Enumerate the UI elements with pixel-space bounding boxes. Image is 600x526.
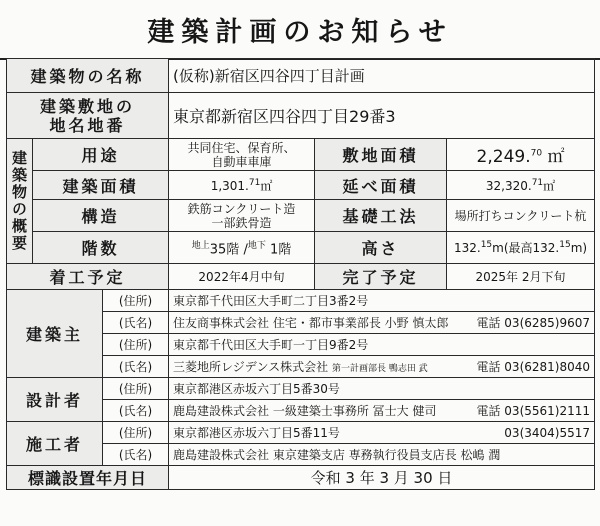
row-site-address bbox=[7, 93, 595, 139]
structure-value bbox=[169, 200, 315, 232]
start-value: 2022年4月中旬 bbox=[169, 264, 315, 290]
posted-value: 令和 3 年 3 月 30 日 bbox=[169, 466, 595, 490]
end-value: 2025年 2月下旬 bbox=[447, 264, 595, 290]
floors-value: $^{地上}$35階 /$^{地下}$ 1階 bbox=[169, 232, 315, 264]
floor-area-number: 32,320. bbox=[485, 178, 532, 193]
site-address-label bbox=[7, 93, 169, 139]
owner-tag-3: (住所) bbox=[103, 334, 169, 356]
site-area-label: 敷地面積 bbox=[315, 139, 447, 171]
owner-label: 建築主 bbox=[7, 290, 103, 378]
row-use bbox=[7, 139, 595, 171]
owner-phone-label-2: 電話 bbox=[476, 316, 501, 330]
designer-text-2 bbox=[169, 400, 595, 422]
use-value bbox=[169, 139, 315, 171]
owner-company-4: 三菱地所レジデンス株式会社 bbox=[173, 360, 329, 374]
row-floors bbox=[7, 232, 595, 264]
owner-phone-4: 03(6281)8040 bbox=[504, 360, 591, 374]
structure-value-line2: 一部鉄骨造 bbox=[211, 215, 272, 230]
floors-below: 1階 bbox=[269, 242, 292, 258]
designer-company-2: 鹿島建設株式会社 一級建築士事務所 冨士大 健司 bbox=[173, 404, 437, 418]
building-name-value: (仮称)新宿区四谷四丁目計画 bbox=[169, 59, 595, 93]
notice-table bbox=[6, 58, 595, 490]
site-area-unit: ㎡ bbox=[547, 147, 565, 167]
building-area-label: 建築面積 bbox=[33, 171, 169, 200]
row-building-name bbox=[7, 59, 595, 93]
owner-phone-2: 03(6285)9607 bbox=[504, 316, 591, 330]
use-label: 用途 bbox=[33, 139, 169, 171]
foundation-label: 基礎工法 bbox=[315, 200, 447, 232]
end-label: 完了予定 bbox=[315, 264, 447, 290]
building-area-number: 1,301. bbox=[210, 178, 249, 193]
owner-text-4 bbox=[169, 356, 595, 378]
height-value bbox=[447, 232, 595, 264]
height-unit: m(最高132. bbox=[492, 241, 560, 255]
height-unit2: m) bbox=[570, 241, 588, 255]
height-label: 高さ bbox=[315, 232, 447, 264]
floor-area-label: 延べ面積 bbox=[315, 171, 447, 200]
owner-person-4: 第一計画部長 鴨志田 武 bbox=[331, 364, 428, 374]
floors-above: 35階 bbox=[209, 242, 240, 258]
designer-text-1: 東京都港区赤坂六丁目5番30号 bbox=[169, 378, 595, 400]
site-area-value bbox=[447, 139, 595, 171]
overview-label: 建築物の概要 bbox=[7, 139, 33, 264]
height-decimal2: 15 bbox=[559, 240, 571, 250]
builder-address-1: 東京都港区赤坂六丁目5番11号 bbox=[173, 426, 340, 440]
designer-tag-2: (氏名) bbox=[103, 400, 169, 422]
owner-text-2 bbox=[169, 312, 595, 334]
building-area-unit: ㎡ bbox=[260, 178, 273, 193]
building-area-value bbox=[169, 171, 315, 200]
builder-text-2: 鹿島建設株式会社 東京建築支店 専務執行役員支店長 松嶋 潤 bbox=[169, 444, 595, 466]
start-label: 着工予定 bbox=[7, 264, 169, 290]
owner-text-1: 東京都千代田区大手町二丁目3番2号 bbox=[169, 290, 595, 312]
owner-phone-label-4: 電話 bbox=[476, 360, 501, 374]
builder-label: 施工者 bbox=[7, 422, 103, 466]
designer-phone-label-2: 電話 bbox=[476, 404, 501, 418]
floor-area-value bbox=[447, 171, 595, 200]
owner-tag-1: (住所) bbox=[103, 290, 169, 312]
designer-tag-1: (住所) bbox=[103, 378, 169, 400]
site-area-decimal: 70 bbox=[530, 148, 543, 159]
owner-row-1 bbox=[7, 290, 595, 312]
designer-phone-2: 03(5561)2111 bbox=[504, 404, 591, 418]
row-schedule bbox=[7, 264, 595, 290]
row-structure bbox=[7, 200, 595, 232]
foundation-value: 場所打ちコンクリート杭 bbox=[447, 200, 595, 232]
owner-tag-2: (氏名) bbox=[103, 312, 169, 334]
use-value-line2: 自動車車庫 bbox=[211, 154, 272, 169]
structure-value-line1: 鉄筋コンクリート造 bbox=[187, 201, 296, 216]
owner-tag-4: (氏名) bbox=[103, 356, 169, 378]
height-number: 132. bbox=[453, 241, 481, 255]
building-name-label: 建築物の名称 bbox=[7, 59, 169, 93]
owner-company-2: 住友商事株式会社 bbox=[173, 316, 270, 330]
site-area-number: 2,249. bbox=[476, 147, 531, 167]
height-decimal: 15 bbox=[480, 240, 493, 250]
builder-tag-1: (住所) bbox=[103, 422, 169, 444]
structure-label: 構造 bbox=[33, 200, 169, 232]
posted-label: 標識設置年月日 bbox=[7, 466, 169, 490]
owner-person-2: 住宅・都市事業部長 小野 慎太郎 bbox=[272, 316, 449, 330]
builder-row-1 bbox=[7, 422, 595, 444]
designer-row-1 bbox=[7, 378, 595, 400]
builder-text-1 bbox=[169, 422, 595, 444]
site-address-label-line2: 地名地番 bbox=[49, 115, 126, 135]
building-area-decimal: 71 bbox=[248, 177, 261, 188]
floor-area-unit: ㎡ bbox=[543, 178, 556, 193]
site-address-label-line1: 建築敷地の bbox=[40, 96, 136, 116]
row-building-area bbox=[7, 171, 595, 200]
designer-label: 設計者 bbox=[7, 378, 103, 422]
floors-above-label: 地上 bbox=[191, 240, 210, 251]
owner-text-3: 東京都千代田区大手町一丁目9番2号 bbox=[169, 334, 595, 356]
row-posted bbox=[7, 466, 595, 490]
builder-phone-1: 03(3404)5517 bbox=[504, 425, 591, 440]
site-address-value: 東京都新宿区四谷四丁目29番3 bbox=[169, 93, 595, 139]
notice-title: 建築計画のお知らせ bbox=[0, 0, 600, 60]
floor-area-decimal: 71 bbox=[531, 177, 544, 188]
use-value-line1: 共同住宅、保育所、 bbox=[187, 140, 296, 155]
builder-tag-2: (氏名) bbox=[103, 444, 169, 466]
floors-below-label: 地下 bbox=[247, 240, 266, 251]
floors-label: 階数 bbox=[33, 232, 169, 264]
